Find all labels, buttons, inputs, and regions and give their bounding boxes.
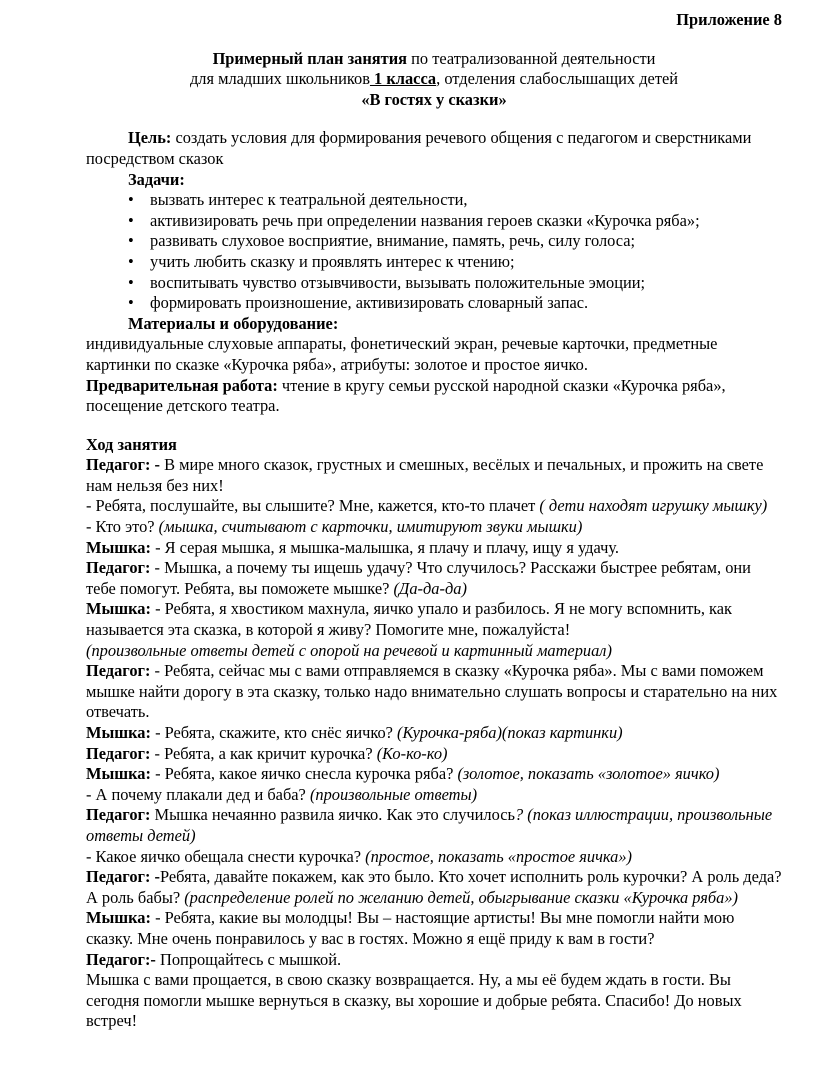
task-text: формировать произношение, активизировать словарный запас. xyxy=(150,293,589,313)
appendix-label: Приложение 8 xyxy=(676,10,782,29)
prep-paragraph xyxy=(86,376,782,417)
dialogue-line xyxy=(86,496,782,517)
stage-note: (произвольные ответы) xyxy=(309,784,478,804)
task-text: развивать слуховое восприятие, внимание, память, речь, силу голоса; xyxy=(150,231,636,251)
materials-heading: Материалы и оборудование: xyxy=(128,313,339,333)
task-text: активизировать речь при определении названия героев сказки «Курочка ряба»; xyxy=(150,210,700,230)
bullet-icon: • xyxy=(128,210,134,230)
task-item xyxy=(128,293,782,314)
goal-paragraph xyxy=(86,128,782,169)
dialogue-line xyxy=(86,517,782,538)
line-text: - Я серая мышка, я мышка-малышка, я плачу и плачу, ищу я удачу. xyxy=(150,537,619,557)
title-line2-pre: для младших школьников xyxy=(189,69,370,89)
line-text: - Ребята, какие вы молодцы! Вы – настоящие артисты! Вы мне помогли найти мою сказку. Мне очень понравилось у вас в гостях. Можно я ещё приду к вам в гости? xyxy=(86,908,735,948)
speaker-label: Педагог:- xyxy=(86,949,156,969)
dialogue-line xyxy=(86,723,782,744)
task-item xyxy=(128,190,782,211)
title-line2-post: , отделения слабослышащих детей xyxy=(436,69,679,89)
stage-note: ( дети находят игрушку мышку) xyxy=(539,496,768,516)
title-line-1 xyxy=(86,49,782,70)
line-text: - Ребята, скажите, кто снёс яичко? xyxy=(150,723,398,742)
speaker-label: Мышка: xyxy=(86,723,151,742)
prep-text: чтение в кругу семьи русской народной сказки «Курочка ряба», посещение детского театра. xyxy=(86,375,726,416)
title-lead: Примерный план занятия xyxy=(212,48,408,68)
dialogue-line xyxy=(86,950,782,971)
task-text: учить любить сказку и проявлять интерес к чтению; xyxy=(150,251,515,271)
speaker-label: Педагог: xyxy=(86,661,151,681)
title-line-2 xyxy=(86,69,782,90)
task-item xyxy=(128,231,782,252)
materials-text: индивидуальные слуховые аппараты, фонетический экран, речевые карточки, предметные картинки по сказке «Курочка ряба», атрибуты: золотое и простое яичко. xyxy=(86,334,718,374)
lesson-heading: Ход занятия xyxy=(86,434,177,454)
bullet-icon: • xyxy=(128,190,134,210)
title-lead-rest: по театрализованной деятельности xyxy=(407,48,656,68)
line-text: - Ребята, а как кричит курочка? xyxy=(150,743,377,763)
line-text: Ребята, давайте покажем, как это было. Кто хочет исполнить роль курочки? А роль деда? А роль бабы? xyxy=(86,867,782,907)
goal-text: создать условия для формирования речевого общения с педагогом и сверстниками посредством сказок xyxy=(86,128,752,168)
goal-label: Цель: xyxy=(128,128,172,148)
speaker-label: Педагог: - xyxy=(86,455,160,475)
dialogue-line xyxy=(86,785,782,806)
task-text: воспитывать чувство отзывчивости, вызывать положительные эмоции; xyxy=(150,272,646,292)
task-text: вызвать интерес к театральной деятельности, xyxy=(150,190,468,210)
dialogue-line xyxy=(86,867,782,908)
dialogue-line xyxy=(86,641,782,662)
speaker-label: Мышка: xyxy=(86,764,151,784)
task-item xyxy=(128,211,782,232)
line-text: Попрощайтесь с мышкой. xyxy=(155,949,342,969)
bullet-icon: • xyxy=(128,272,134,292)
dialogue-line xyxy=(86,455,782,496)
stage-note: (Курочка-ряба)(показ картинки) xyxy=(397,723,623,742)
dialogue-line xyxy=(86,805,782,846)
speaker-label: Педагог: xyxy=(86,805,151,825)
dialogue-line xyxy=(86,970,782,1032)
task-item xyxy=(128,273,782,294)
line-text: - Ребята, послушайте, вы слышите? Мне, кажется, кто-то плачет xyxy=(86,496,540,516)
stage-note: ? (показ иллюстрации, произвольные ответы детей) xyxy=(86,805,773,845)
dialogue-line xyxy=(86,908,782,949)
dialogue-line xyxy=(86,599,782,640)
line-text: В мире много сказок, грустных и смешных, весёлых и печальных, и прожить на свете нам нельзя без них! xyxy=(86,455,764,495)
lesson-dialogue xyxy=(86,455,782,1032)
line-text: - Ребята, я хвостиком махнула, яичко упало и разбилось. Я не могу вспомнить, как называется эта сказка, в которой я живу? Помогите мне, пожалуйста! xyxy=(86,599,733,640)
line-text: Мышка нечаянно развила яичко. Как это случилось xyxy=(150,805,515,825)
document-title xyxy=(86,49,782,111)
line-text: - А почему плакали дед и баба? xyxy=(86,784,310,804)
line-text: - Ребята, сейчас мы с вами отправляемся в сказку «Курочка ряба». Мы с вами поможем мышке найти дорогу в эта сказку, только надо внимательно слушать вопросы и старательно на них отвечать. xyxy=(86,661,778,722)
line-text: - Ребята, какое яичко снесла курочка ряба? xyxy=(150,764,458,784)
speaker-label: Педагог: xyxy=(86,743,151,763)
stage-note: (Да-да-да) xyxy=(393,578,467,598)
tasks-heading: Задачи: xyxy=(128,169,185,189)
stage-note: (Ко-ко-ко) xyxy=(376,743,448,763)
dialogue-line xyxy=(86,847,782,868)
speaker-label: Мышка: xyxy=(86,599,151,619)
line-text: - Мышка, а почему ты ищешь удачу? Что случилось? Расскажи быстрее ребятам, они тебе помогут. Ребята, вы поможете мышке? xyxy=(86,558,751,598)
stage-note: (простое, показать «простое яичка») xyxy=(365,846,633,866)
dialogue-line xyxy=(86,558,782,599)
dialogue-line xyxy=(86,661,782,723)
speaker-label: Мышка: xyxy=(86,908,151,928)
speaker-label: Мышка: xyxy=(86,537,151,557)
stage-note: (распределение ролей по желанию детей, обыгрывание сказки «Курочка ряба») xyxy=(184,887,738,907)
speaker-label: Педагог: - xyxy=(86,867,160,887)
bullet-icon: • xyxy=(128,293,134,313)
dialogue-line xyxy=(86,744,782,765)
tasks-list xyxy=(86,190,782,314)
line-text: Мышка с вами прощается, в свою сказку возвращается. Ну, а мы её будем ждать в гости. Вы сегодня помогли мышке вернуться в сказку, вы хорошие и добрые ребята. Спасибо! До новых встреч! xyxy=(86,970,742,1031)
stage-note: (мышка, считывают с карточки, имитируют звуки мышки) xyxy=(158,517,583,537)
bullet-icon: • xyxy=(128,231,134,251)
dialogue-line xyxy=(86,538,782,559)
task-item xyxy=(128,252,782,273)
stage-note: (произвольные ответы детей с опорой на речевой и картинный материал) xyxy=(86,640,612,660)
line-text: - Кто это? xyxy=(86,517,159,537)
stage-note: (золотое, показать «золотое» яичко) xyxy=(457,764,720,784)
bullet-icon: • xyxy=(128,251,134,271)
speaker-label: Педагог: xyxy=(86,558,151,578)
dialogue-line xyxy=(86,764,782,785)
title-line-3: «В гостях у сказки» xyxy=(361,89,507,109)
title-class: 1 класса xyxy=(369,69,437,89)
line-text: - Какое яичко обещала снести курочка? xyxy=(86,846,366,866)
prep-label: Предварительная работа: xyxy=(86,375,278,395)
